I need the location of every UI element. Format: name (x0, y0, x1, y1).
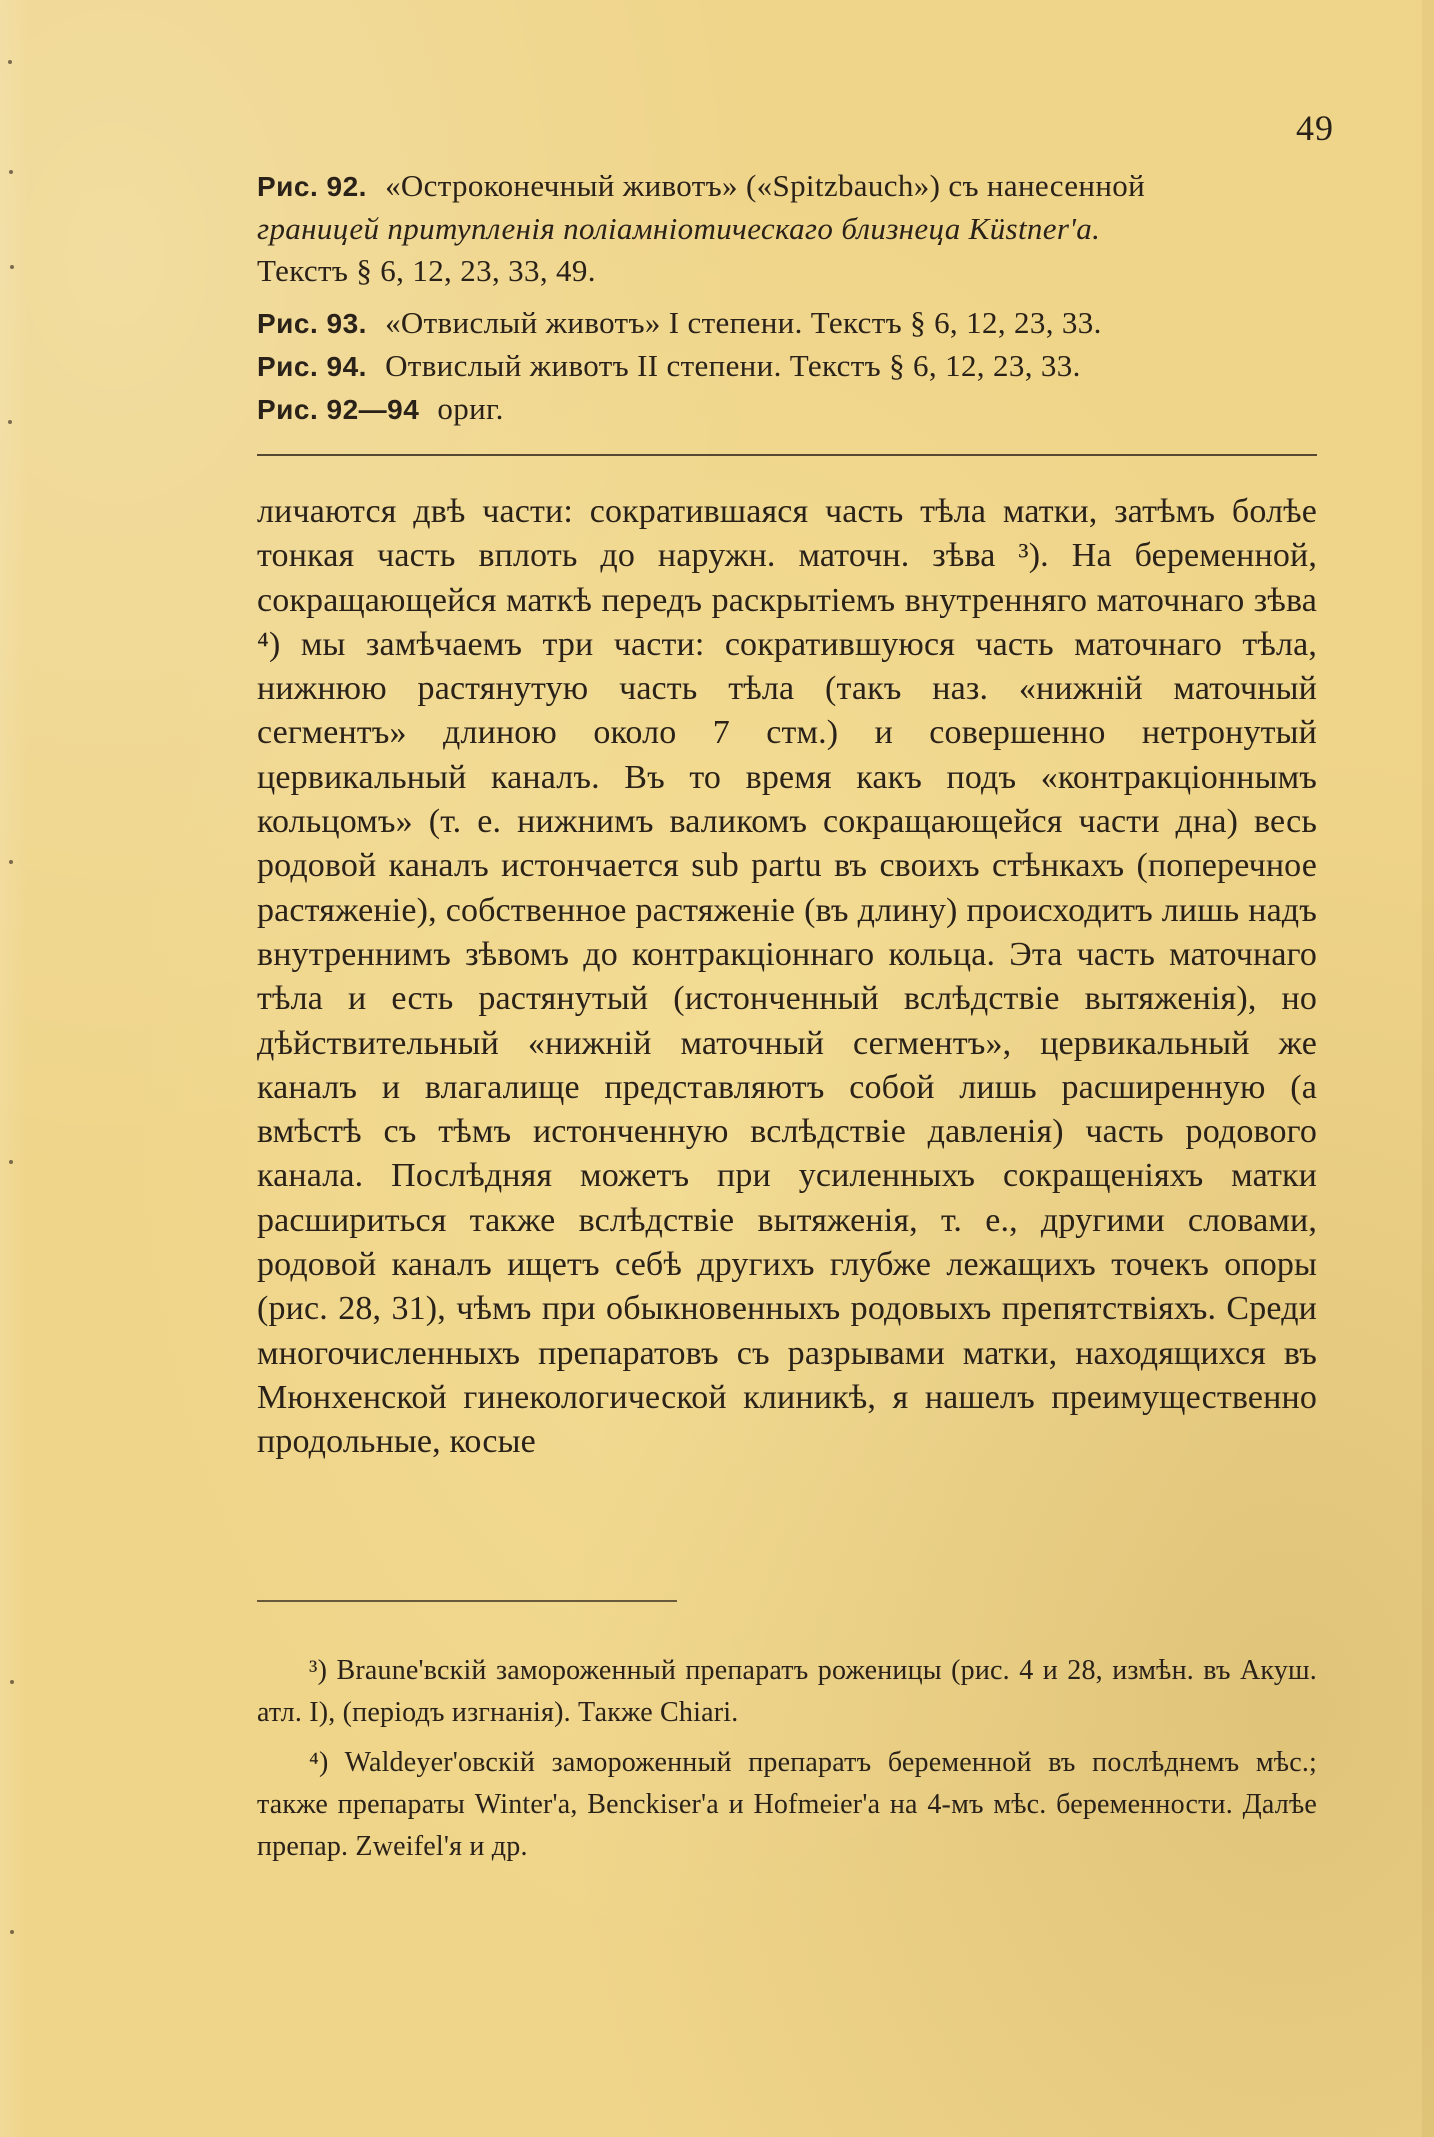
caption-92-line-3: Текстъ § 6, 12, 23, 33, 49. (257, 253, 596, 288)
caption-93-text: «Отвислый животъ» I степени. Текстъ § 6, 12, 23, 33. (385, 305, 1102, 340)
margin-speck (10, 1930, 14, 1934)
footnotes-block (257, 1650, 1317, 1876)
footnote-4-text: Waldeyer'овскій замороженный препаратъ беременной въ послѣднемъ мѣс.; также препараты Winter'а, Benckiser'а и Hofmeier'а на 4-мъ мѣс. беременности. Далѣе препар. Zweifel'я и др. (257, 1747, 1317, 1862)
margin-speck (9, 170, 13, 174)
footnote-4-marker: ⁴) (309, 1747, 329, 1778)
footnote-4 (257, 1742, 1317, 1868)
main-paragraph: личаются двѣ части: сократившаяся часть тѣла матки, затѣмъ болѣе тонкая часть вплоть до наружн. маточн. зѣва ³). На беременной, сокращающейся маткѣ передъ раскрытіемъ внутренняго маточнаго зѣва ⁴) мы замѣчаемъ три части: сократившуюся часть маточнаго тѣла, нижнюю растянутую часть тѣла (такъ наз. «нижній маточный сегментъ» длиною около 7 стм.) и совершенно нетронутый цервикальный каналъ. Въ то время какъ подъ «контракціоннымъ кольцомъ» (т. е. нижнимъ валикомъ сокращающейся части дна) весь родовой каналъ истончается sub partu въ своихъ стѣнкахъ (поперечное растяженіе), собственное растяженіе (въ длину) происходитъ лишь надъ внутреннимъ зѣвомъ до контракціоннаго кольца. Эта часть маточнаго тѣла и есть растянутый (истонченный вслѣдствіе вытяженія), но дѣйствительный «нижній маточный сегментъ», цервикальный же каналъ и влагалище представляютъ собой лишь расширенную (а вмѣстѣ съ тѣмъ истонченную вслѣдствіе давленія) часть родового канала. Послѣдняя можетъ при усиленныхъ сокращеніяхъ матки расшириться также вслѣдствіе вытяженія, т. е., другими словами, родовой каналъ ищетъ себѣ другихъ глубже лежащихъ точекъ опоры (рис. 28, 31), чѣмъ при обыкновенныхъ родовыхъ препятствіяхъ. Среди многочисленныхъ препаратовъ съ разрывами матки, находящихся въ Мюнхенской гинекологической клиникѣ, я нашелъ преимущественно продольные, косые (257, 493, 1317, 1461)
margin-speck (10, 1680, 14, 1684)
figure-captions (257, 165, 1317, 431)
caption-92-line-1 (257, 165, 1317, 208)
footnote-3-marker: ³) (309, 1655, 328, 1686)
margin-speck (9, 1160, 13, 1164)
caption-92-line-1-text: «Остроконечный животъ» («Spitzbauch») съ нанесенной (385, 168, 1146, 203)
right-page-edge (1422, 0, 1434, 2137)
caption-92-94 (257, 388, 1317, 431)
caption-93-label: Рис. 93. (257, 308, 367, 339)
caption-92-label: Рис. 92. (257, 171, 367, 202)
left-gutter (0, 0, 28, 2137)
margin-speck (9, 860, 13, 864)
margin-speck (10, 265, 14, 269)
caption-94-label: Рис. 94. (257, 351, 367, 382)
caption-93 (257, 302, 1317, 345)
caption-94 (257, 345, 1317, 388)
caption-94-text: Отвислый животъ II степени. Текстъ § 6, 12, 23, 33. (385, 348, 1081, 383)
margin-speck (8, 420, 12, 424)
footnote-3 (257, 1650, 1317, 1734)
caption-92-line-2: границей притупленія поліамніотическаго близнеца Küstner'а. (257, 211, 1101, 246)
margin-speck (8, 60, 12, 64)
caption-separator (257, 292, 1317, 302)
caption-92-94-label: Рис. 92—94 (257, 394, 420, 425)
footnote-divider-rule (257, 1600, 677, 1602)
caption-92-94-text: ориг. (437, 391, 504, 426)
caption-divider-rule (257, 454, 1317, 456)
main-text-block (257, 490, 1317, 1465)
page-number: 49 (1296, 108, 1334, 148)
footnote-3-text: Braune'вскій замороженный препаратъ роженицы (рис. 4 и 28, измѣн. въ Акуш. атл. I), (періодъ изгнанія). Также Chiari. (257, 1655, 1318, 1728)
